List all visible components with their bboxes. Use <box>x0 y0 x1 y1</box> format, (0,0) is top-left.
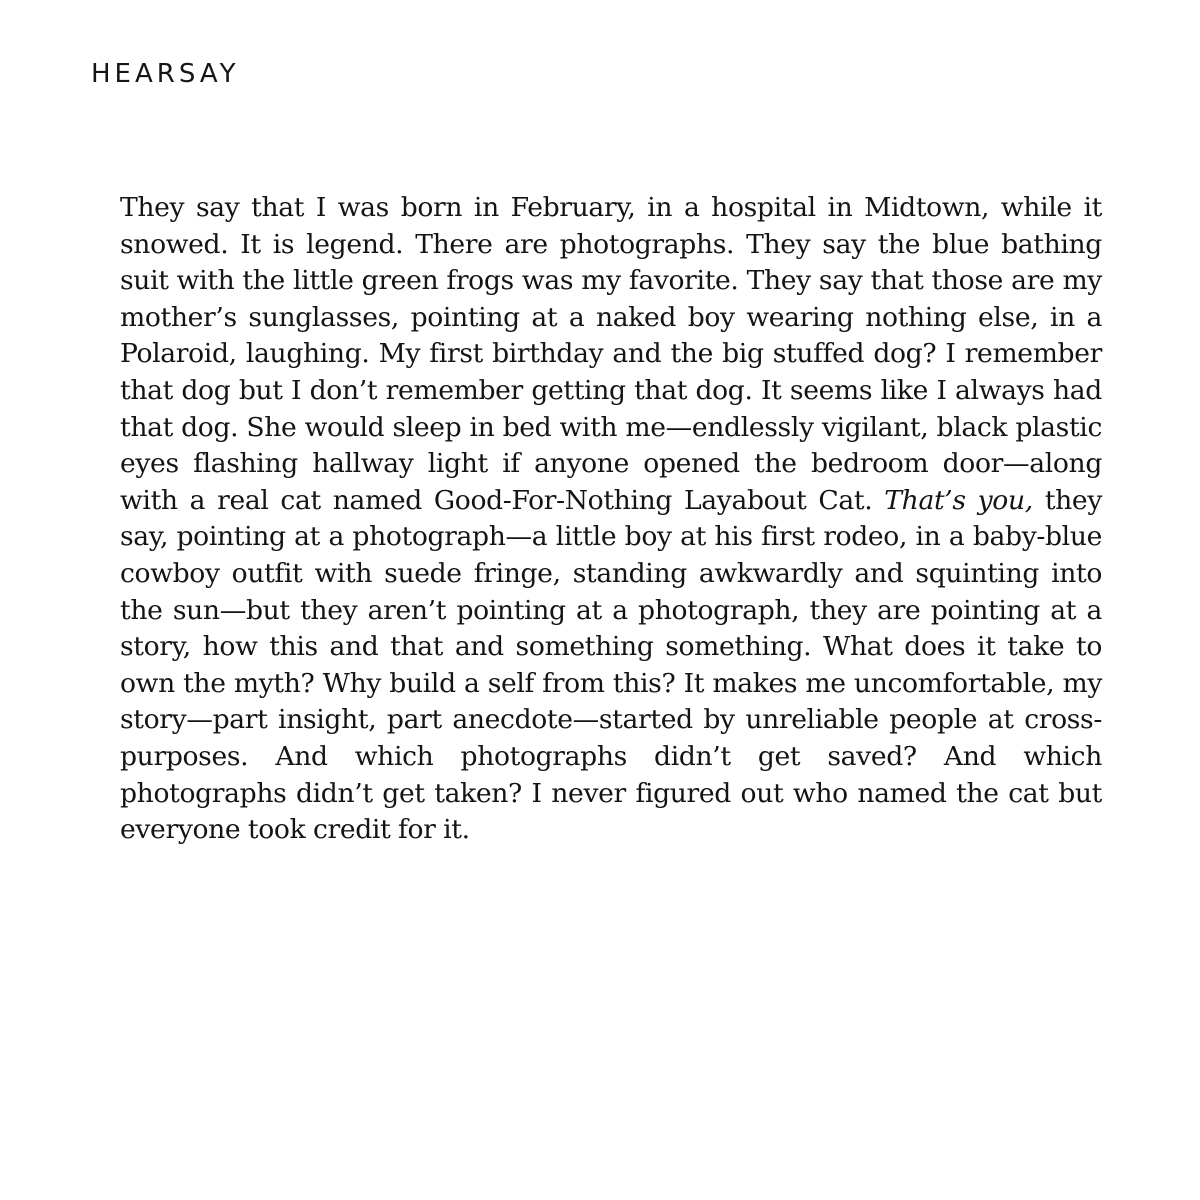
paragraph-text-part-1: They say that I was born in February, in a hospital in Midtown, while it snowed. It is legend. There are photographs. They say the blue bathing suit with the little green frogs was my favorite. They say that those are my mother’s sunglasses, pointing at a naked boy wearing nothing else, in a Polaroid, laughing. My first birthday and the big stuffed dog? I remember that dog but I don’t remember getting that dog. It seems like I always had that dog. She would sleep in bed with me—endlessly vigilant, black plastic eyes flashing hallway light if anyone opened the bedroom door—along with a real cat named Good-For-Nothing Layabout Cat. <box>120 192 1102 516</box>
page-title: HEARSAY <box>91 59 240 89</box>
paragraph-italic-phrase: That’s you, <box>884 484 1033 516</box>
body-paragraph <box>120 190 1102 849</box>
paragraph-text-part-2: they say, pointing at a photograph—a little boy at his first rodeo, in a baby-blue cowboy outfit with suede fringe, standing awkwardly and squinting into the sun—but they aren’t pointing at a photograph, they are pointing at a story, how this and that and something something. What does it take to own the myth? Why build a self from this? It makes me uncomfortable, my story—part insight, part anecdote—started by unreliable people at cross-purposes. And which photographs didn’t get saved? And which photographs didn’t get taken? I never figured out who named the cat but everyone took credit for it. <box>120 484 1102 846</box>
